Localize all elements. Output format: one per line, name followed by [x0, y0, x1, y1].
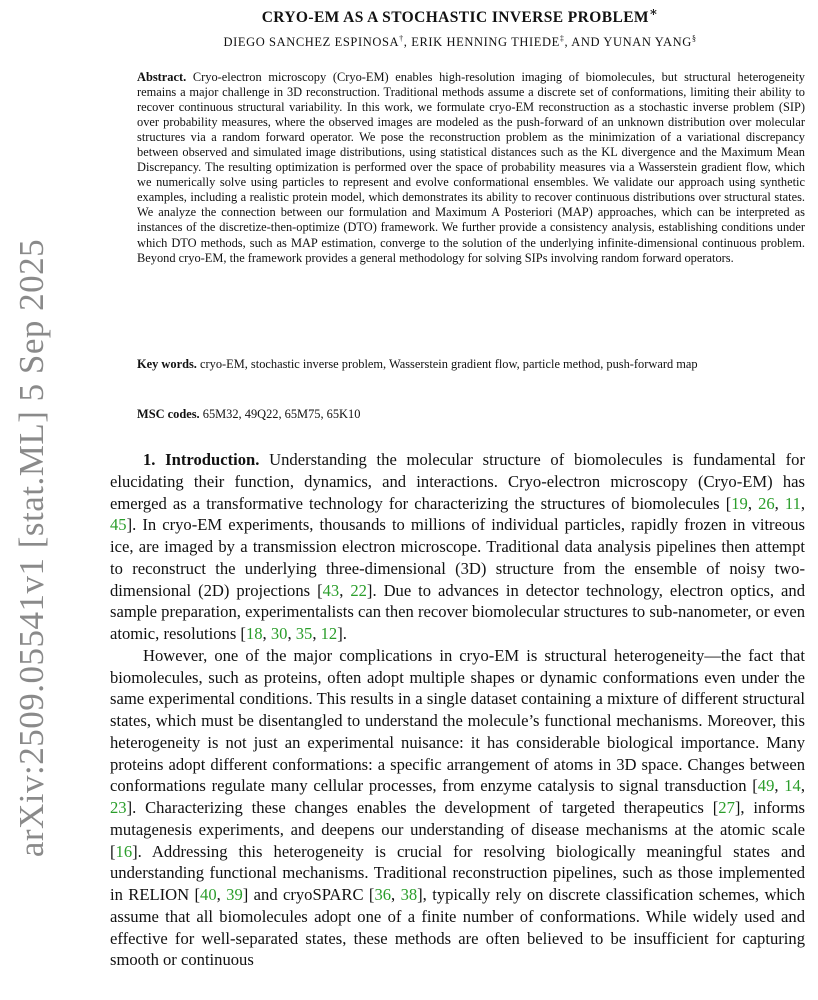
paragraph-text: ], typically rely on discrete classification schemes, which assume that all biomolecules adopt one of a finite number of conformations. While widely used and effective for well-separated states, these methods are often believed to be insufficient for capturing smooth or continuous — [110, 885, 805, 970]
paragraph-text: , — [800, 776, 805, 796]
author-separator: , — [403, 35, 412, 50]
abstract-text: Cryo-electron microscopy (Cryo-EM) enables high-resolution imaging of biomolecules, but structural heterogeneity remains a major challenge in 3D reconstruction. Traditional methods assume a discrete set of conformations, limiting their ability to recover continuous structural variability. In this work, we formulate cryo-EM reconstruction as a stochastic inverse problem (SIP) over probability measures, where the observed images are modeled as the push-forward of an unknown distribution over molecular structures via a random forward operator. We pose the reconstruction problem as the minimization of a variational discrepancy between observed and simulated image distributions, using statistical distances such as the KL divergence and the Maximum Mean Discrepancy. The resulting optimization is performed over the space of probability measures via a Wasserstein gradient flow, which we numerically solve using particles to represent and evolve conformational ensembles. We validate our approach using synthetic examples, including a realistic protein model, which demonstrates its ability to recover continuous distributions over structural states. We analyze the connection between our formulation and Maximum A Posteriori (MAP) approaches, which can be interpreted as instances of the discretize-then-optimize (DTO) framework. We further provide a consistency analysis, establishing conditions under which DTO methods, such as MAP estimation, converge to the solution of the underlying infinite-dimensional continuous problem. Beyond cryo-EM, the framework provides a general methodology for solving SIPs involving random forward operators. — [137, 70, 805, 265]
citation-link[interactable]: 43 — [322, 580, 340, 600]
paragraph-text: ]. Addressing this heterogeneity is crucial for resolving biologically meaningful states and understanding functional mechanisms. Traditional reconstruction pipelines, such as those implemented in RELION [ — [110, 841, 805, 904]
title-footnote-mark[interactable]: ∗ — [648, 4, 659, 19]
citation-link[interactable]: 11 — [784, 493, 801, 513]
paragraph-text: , — [216, 885, 227, 904]
citation-link[interactable]: 26 — [758, 493, 775, 513]
citation-link[interactable]: 38 — [400, 885, 418, 904]
msc-text: 65M32, 49Q22, 65M75, 65K10 — [202, 407, 361, 421]
citation-link[interactable]: 40 — [200, 885, 217, 904]
keywords — [137, 357, 805, 373]
author-name: DIEGO SANCHEZ ESPINOSA — [223, 35, 400, 50]
citation-link[interactable]: 27 — [718, 798, 735, 817]
author-name: ERIK HENNING THIEDE — [411, 35, 560, 50]
citation-link[interactable]: 19 — [731, 493, 748, 513]
introduction-section — [110, 449, 805, 971]
msc-label: MSC codes. — [137, 407, 200, 421]
intro-paragraph-1 — [110, 449, 805, 645]
paragraph-text: ]. Characterizing these changes enables the development of targeted therapeutics [ — [126, 798, 719, 817]
paragraph-text: , — [312, 624, 321, 643]
paper-title — [110, 4, 810, 27]
author-footnote-mark[interactable]: † — [399, 34, 404, 43]
author-footnote-mark[interactable]: § — [691, 34, 697, 43]
paragraph-text: , — [262, 624, 271, 643]
citation-link[interactable]: 36 — [374, 885, 392, 904]
citation-link[interactable]: 22 — [350, 580, 367, 600]
paragraph-text: Understanding the molecular structure of biomolecules is fundamental for elucidating their function, dynamics, and interactions. Cryo-electron microscopy (Cryo-EM) has emerged as a transformative technology for characterizing the structures of biomolecules [ — [110, 450, 805, 513]
paragraph-text: , — [747, 493, 759, 513]
paragraph-text: , — [800, 493, 806, 513]
citation-link[interactable]: 16 — [115, 841, 133, 861]
paragraph-text: , — [774, 776, 785, 796]
author-separator: , AND — [564, 35, 604, 50]
author-list — [110, 34, 810, 50]
author-footnote-mark[interactable]: ‡ — [559, 34, 565, 43]
paragraph-text: ], informs mutagenesis experiments, and deepens our understanding of disease mechanisms at the atomic scale [ — [110, 798, 805, 861]
citation-link[interactable]: 30 — [270, 624, 288, 643]
citation-link[interactable]: 18 — [245, 624, 263, 643]
msc-codes — [137, 407, 805, 423]
paragraph-text: ]. In cryo-EM experiments, thousands to millions of individual particles, rapidly frozen in vitreous ice, are imaged by a transmission electron microscope. Traditional data analysis pipelines then attempt to reconstruct the underlying three-dimensional (3D) structure from the ensemble of noisy two-dimensional (2D) projections [ — [110, 515, 805, 600]
citation-link[interactable]: 23 — [110, 798, 127, 817]
citation-link[interactable]: 12 — [320, 624, 338, 643]
keywords-text: cryo-EM, stochastic inverse problem, Wasserstein gradient flow, particle method, push-forward map — [200, 357, 698, 371]
abstract — [137, 70, 805, 266]
paragraph-text: , — [774, 493, 785, 513]
arxiv-identifier[interactable]: arXiv:2509.05541v1 [stat.ML] 5 Sep 2025 — [12, 238, 51, 858]
paragraph-text: , — [391, 885, 401, 904]
arxiv-sidebar-stamp — [2, 238, 62, 858]
paragraph-text: ] and cryoSPARC [ — [242, 885, 375, 904]
citation-link[interactable]: 39 — [226, 885, 243, 904]
paragraph-text: , — [339, 580, 351, 600]
citation-link[interactable]: 49 — [757, 776, 775, 796]
citation-link[interactable]: 14 — [784, 776, 801, 796]
paragraph-text: However, one of the major complications in cryo-EM is structural heterogeneity—the fact that biomolecules, such as proteins, often adopt multiple shapes or dynamic conformations even under the same experimental conditions. This results in a single dataset containing a mixture of different structural states, which must be disentangled to understand the molecule’s functional mechanisms. Moreover, this heterogeneity is not just an experimental nuisance: it has considerable biological importance. Many proteins adopt different conformations: a specific arrangement of atoms in 3D space. Changes between conformations regulate many cellular processes, from enzyme catalysis to signal transduction [ — [110, 645, 805, 796]
citation-link[interactable]: 45 — [110, 515, 127, 535]
abstract-label: Abstract. — [137, 70, 187, 84]
paragraph-text: ]. — [337, 624, 347, 643]
section-heading: 1. Introduction. — [143, 450, 260, 469]
paragraph-text: , — [287, 624, 296, 643]
paper-title-text: CRYO-EM AS A STOCHASTIC INVERSE PROBLEM — [261, 9, 649, 27]
intro-paragraph-2 — [110, 645, 805, 971]
keywords-label: Key words. — [137, 357, 197, 371]
citation-link[interactable]: 35 — [295, 624, 313, 643]
author-name: YUNAN YANG — [603, 35, 692, 50]
paragraph-text: ]. Due to advances in detector technology, electron optics, and sample preparation, experimentalists can then recover biomolecular structures to sub-nanometer, or even atomic, resolutions [ — [110, 580, 805, 643]
